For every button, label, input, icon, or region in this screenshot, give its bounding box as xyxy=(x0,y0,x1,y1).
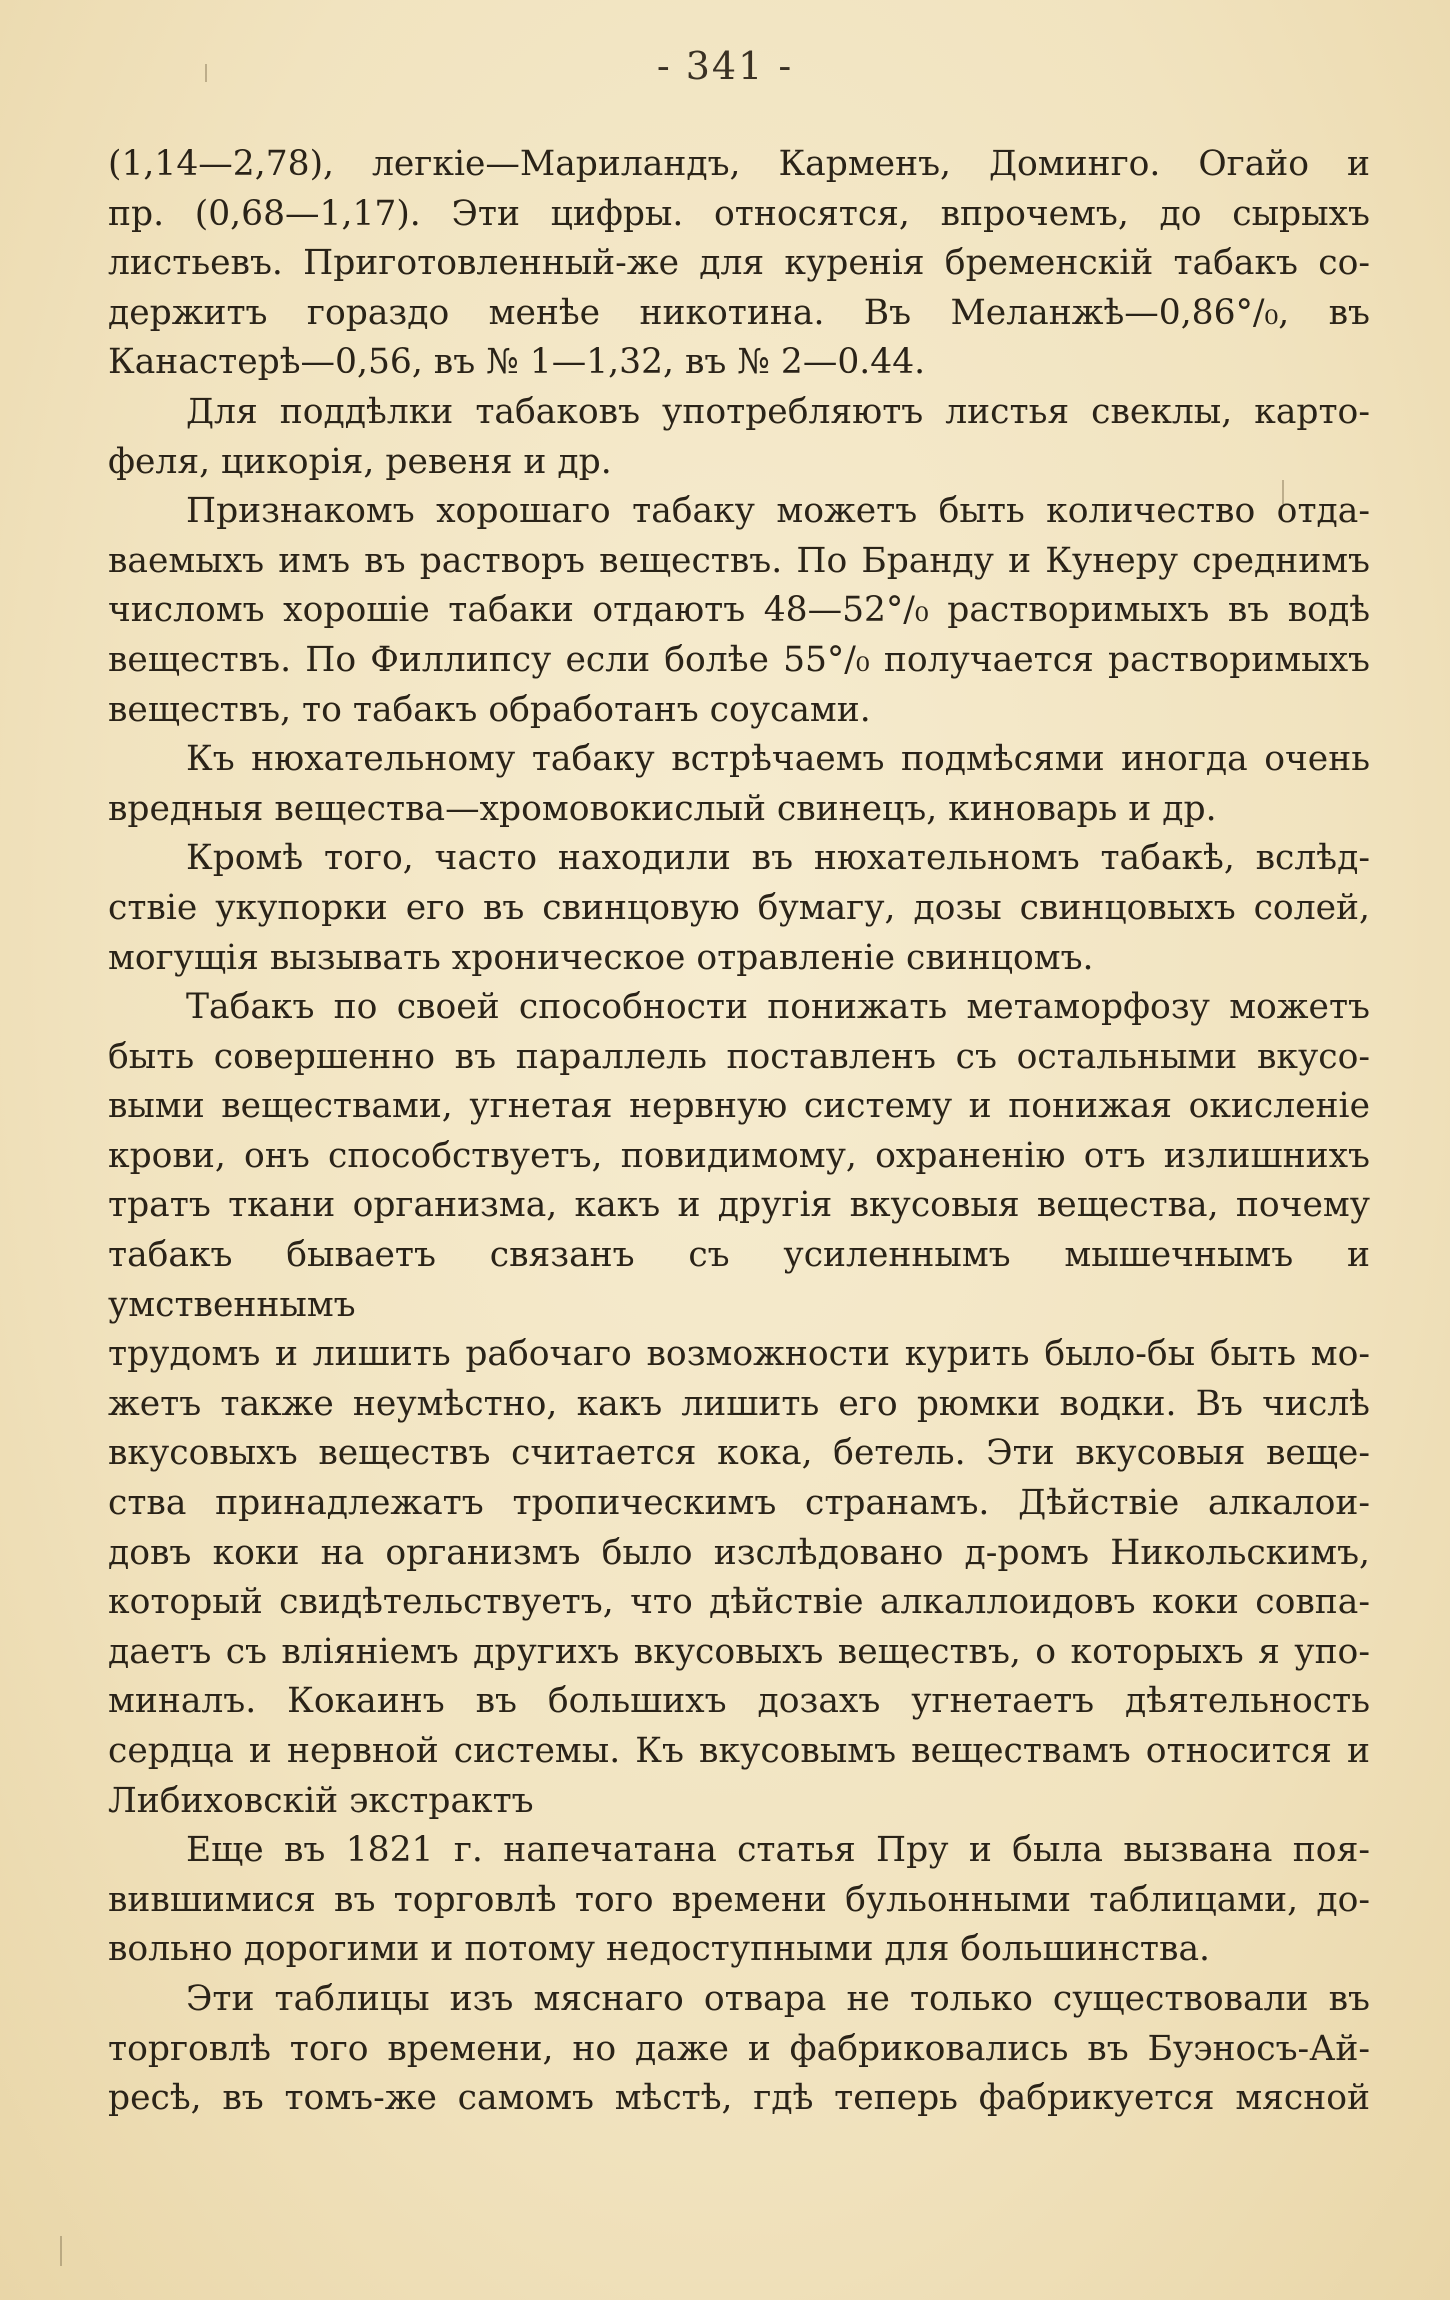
text-line: крови, онъ способствуетъ, повидимому, охраненію отъ излишнихъ xyxy=(108,1135,1370,1176)
text-line: ствіе укупорки его въ свинцовую бумагу, дозы свинцовыхъ солей, xyxy=(108,887,1370,928)
text-line: довъ коки на организмъ было изслѣдовано д-ромъ Никольскимъ, xyxy=(108,1532,1370,1573)
text-line: ресѣ, въ томъ-же самомъ мѣстѣ, гдѣ теперь фабрикуется мясной xyxy=(108,2078,1370,2119)
text-line: сердца и нервной системы. Къ вкусовымъ веществамъ относится и xyxy=(108,1731,1370,1771)
text-line: Табакъ по своей способности понижать метаморфозу можетъ xyxy=(186,987,1370,1028)
text-line: ваемыхъ имъ въ растворъ веществъ. По Бранду и Кунеру среднимъ xyxy=(108,540,1370,581)
text-line: вившимися въ торговлѣ того времени бульонными таблицами, до- xyxy=(108,1879,1370,1920)
text-line: жетъ также неумѣстно, какъ лишить его рюмки водки. Въ числѣ xyxy=(108,1383,1370,1424)
text-line: Либиховскій экстрактъ xyxy=(108,1780,534,1821)
text-line: Еще въ 1821 г. напечатана статья Пру и была вызвана поя- xyxy=(186,1830,1370,1871)
text-line: Къ нюхательному табаку встрѣчаемъ подмѣсями иногда очень xyxy=(186,739,1370,780)
text-line: выми веществами, угнетая нервную систему и понижая окисленіе xyxy=(108,1086,1370,1127)
text-line: вольно дорогими и потому недоступными для большинства. xyxy=(108,1929,1210,1970)
text-line: веществъ, то табакъ обработанъ соусами. xyxy=(108,689,871,730)
text-line: Канастерѣ—0,56, въ № 1—1,32, въ № 2—0.44. xyxy=(108,342,926,383)
text-line: ства принадлежатъ тропическимъ странамъ. Дѣйствіе алкалои- xyxy=(108,1483,1370,1524)
text-line: держитъ гораздо менѣе никотина. Въ Меланжѣ—0,86°/₀, въ xyxy=(108,292,1370,333)
text-line: тратъ ткани организма, какъ и другія вкусовыя вещества, почему xyxy=(108,1185,1370,1226)
margin-mark xyxy=(60,2236,62,2266)
text-line: листьевъ. Приготовленный-же для куренія бременскій табакъ со- xyxy=(108,243,1370,284)
text-line: Кромѣ того, часто находили въ нюхательномъ табакѣ, вслѣд- xyxy=(186,838,1370,879)
text-line: трудомъ и лишить рабочаго возможности курить было-бы быть мо- xyxy=(108,1334,1370,1375)
text-line: торговлѣ того времени, но даже и фабриковались въ Буэносъ-Ай- xyxy=(108,2028,1370,2069)
text-line: могущія вызывать хроническое отравленіе свинцомъ. xyxy=(108,937,1094,978)
text-line: вредныя вещества—хромовокислый свинецъ, киноварь и др. xyxy=(108,788,1217,829)
text-line: табакъ бываетъ связанъ съ усиленнымъ мышечнымъ и умственнымъ xyxy=(108,1235,1370,1325)
text-line: числомъ хорошіе табаки отдаютъ 48—52°/₀ растворимыхъ въ водѣ xyxy=(108,590,1370,631)
body-text xyxy=(108,140,1370,2124)
text-line: даетъ съ вліяніемъ другихъ вкусовыхъ веществъ, о которыхъ я упо- xyxy=(108,1631,1370,1672)
text-line: (1,14—2,78), легкіе—Мариландъ, Карменъ, Доминго. Огайо и xyxy=(108,144,1370,184)
text-line: Эти таблицы изъ мяснаго отвара не только существовали въ xyxy=(186,1978,1370,2019)
text-line: миналъ. Кокаинъ въ большихъ дозахъ угнетаетъ дѣятельность xyxy=(108,1681,1370,1722)
margin-mark xyxy=(205,64,207,82)
text-line: феля, цикорія, ревеня и др. xyxy=(108,441,612,482)
text-line: Для поддѣлки табаковъ употребляютъ листья свеклы, карто- xyxy=(186,391,1370,432)
text-line: Признакомъ хорошаго табаку можетъ быть количество отда- xyxy=(186,491,1370,532)
text-line: пр. (0,68—1,17). Эти цифры. относятся, впрочемъ, до сырыхъ xyxy=(108,193,1370,234)
text-line: веществъ. По Филлипсу если болѣе 55°/₀ получается растворимыхъ xyxy=(108,639,1370,680)
page-number: - 341 - xyxy=(656,44,794,88)
text-line: который свидѣтельствуетъ, что дѣйствіе алкаллоидовъ коки совпа- xyxy=(108,1582,1370,1623)
text-line: быть совершенно въ параллель поставленъ съ остальными вкусо- xyxy=(108,1036,1370,1077)
text-line: вкусовыхъ веществъ считается кока, бетель. Эти вкусовыя веще- xyxy=(108,1433,1370,1474)
